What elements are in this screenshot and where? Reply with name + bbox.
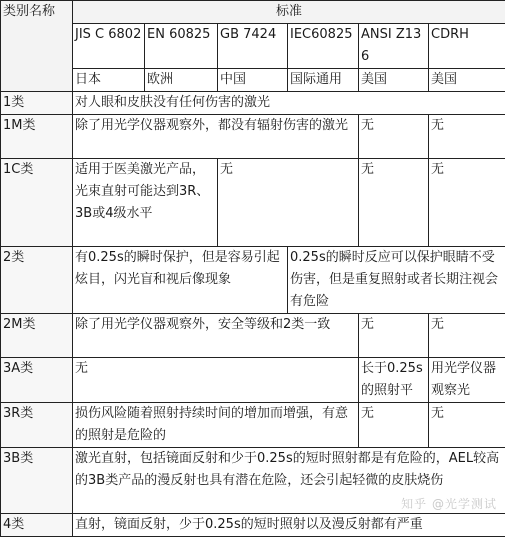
- class-label: 2M类: [1, 314, 73, 358]
- class-description: 损伤风险随着照射持续时间的增加而增强，有意的照射是危险的: [73, 403, 359, 448]
- class-description: 直射，镜面反射，少于0.25s的短时照射以及漫反射都有严重: [73, 514, 505, 537]
- region-ansi: 美国: [359, 69, 429, 92]
- watermark: 知乎 @光学测试: [401, 495, 497, 512]
- class-label: 3A类: [1, 358, 73, 403]
- class-description: 适用于医美激光产品，光束直射可能达到3R、3B或4级水平: [73, 159, 218, 247]
- class-label: 1类: [1, 92, 73, 115]
- gb-cell: 无: [218, 159, 359, 247]
- class-description: 无: [73, 358, 359, 403]
- row-class-3r: [1, 403, 505, 448]
- row-class-1: [1, 92, 505, 115]
- cdrh-cell: 无: [429, 159, 505, 247]
- class-description: 除了用光学仪器观察外，都没有辐射伤害的激光: [73, 115, 359, 159]
- standard-header: 标准: [73, 1, 505, 24]
- row-class-3a: [1, 358, 505, 403]
- class-description-right: 0.25s的瞬时反应可以保护眼睛不受伤害，但是重复照射或者长期注视会有危险: [288, 247, 505, 314]
- standards-row: [1, 24, 505, 69]
- region-en: 欧洲: [145, 69, 218, 92]
- ansi-cell: 无: [359, 115, 429, 159]
- class-description: 激光直射，包括镜面反射和少于0.25s的短时照射都是有危险的，AEL较高的3B类产品的漫反射也具有潜在危险，还会引起轻微的皮肤烧伤: [73, 448, 505, 514]
- cdrh-cell: 用光学仪器观察光: [429, 358, 505, 403]
- standard-ansi: ANSI Z136: [359, 24, 429, 69]
- ansi-cell: 长于0.25s的照射平: [359, 358, 429, 403]
- row-class-2: [1, 247, 505, 314]
- row-class-1c: [1, 159, 505, 247]
- category-header: 类别名称: [1, 1, 73, 92]
- class-description-left: 有0.25s的瞬时保护，但是容易引起炫目，闪光盲和视后像现象: [73, 247, 288, 314]
- standard-en: EN 60825: [145, 24, 218, 69]
- standard-jis: JIS C 6802: [73, 24, 145, 69]
- class-label: 2类: [1, 247, 73, 314]
- row-class-1m: [1, 115, 505, 159]
- class-label: 1M类: [1, 115, 73, 159]
- row-class-2m: [1, 314, 505, 358]
- region-gb: 中国: [218, 69, 288, 92]
- row-class-3b: [1, 448, 505, 514]
- standard-iec: IEC60825: [288, 24, 359, 69]
- cdrh-cell: 无: [429, 115, 505, 159]
- standard-gb: GB 7424: [218, 24, 288, 69]
- ansi-cell: 无: [359, 314, 429, 358]
- regions-row: [1, 69, 505, 92]
- class-description: 对人眼和皮肤没有任何伤害的激光: [73, 92, 505, 115]
- cdrh-cell: 无: [429, 314, 505, 358]
- row-class-4: [1, 514, 505, 537]
- region-cdrh: 美国: [429, 69, 505, 92]
- class-label: 3R类: [1, 403, 73, 448]
- region-jis: 日本: [73, 69, 145, 92]
- region-iec: 国际通用: [288, 69, 359, 92]
- class-label: 4类: [1, 514, 73, 537]
- ansi-cell: 无: [359, 403, 429, 448]
- class-description: 除了用光学仪器观察外，安全等级和2类一致: [73, 314, 359, 358]
- class-label: 1C类: [1, 159, 73, 247]
- cdrh-cell: 无: [429, 403, 505, 448]
- standard-cdrh: CDRH: [429, 24, 505, 69]
- class-label: 3B类: [1, 448, 73, 514]
- ansi-cell: 无: [359, 159, 429, 247]
- header-row: [1, 1, 505, 24]
